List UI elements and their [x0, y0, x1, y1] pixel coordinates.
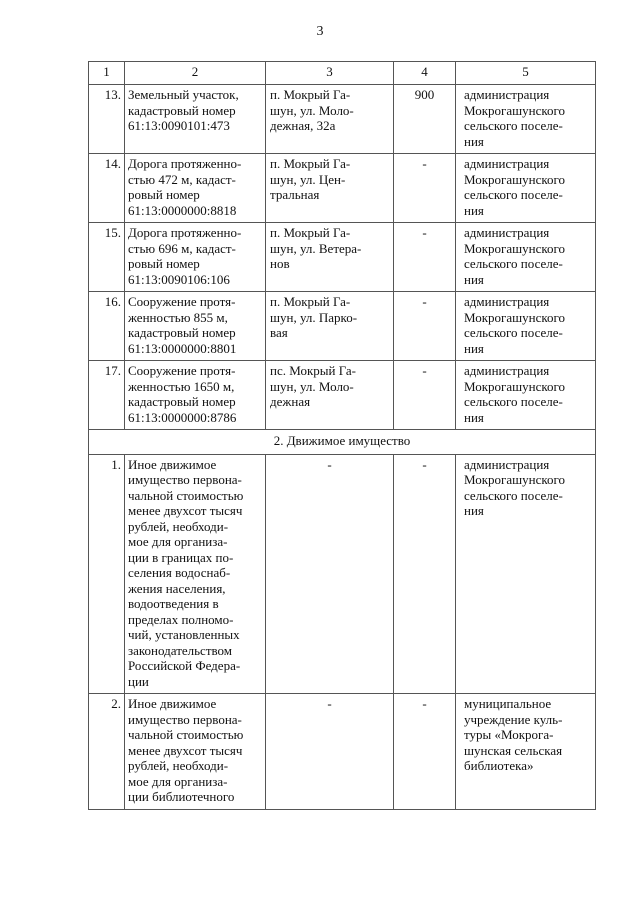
page-number: 3 [316, 24, 324, 39]
object-area: 900 [394, 85, 456, 154]
object-area: - [394, 223, 456, 292]
table-row [89, 292, 596, 361]
object-holder: администрация Мокрогашунского сельского поселе- ния [456, 154, 596, 223]
object-address: п. Мокрый Га- шун, ул. Парко- вая [266, 292, 394, 361]
object-name: Дорога протяженно- стью 472 м, кадаст- ровый номер 61:13:0000000:8818 [125, 154, 266, 223]
table-row [89, 154, 596, 223]
object-area: - [394, 454, 456, 694]
row-number: 1. [89, 454, 125, 694]
property-registry-table [88, 61, 596, 810]
table-row [89, 85, 596, 154]
table-row [89, 694, 596, 810]
object-name: Иное движимое имущество первона- чальной стоимостью менее двухсот тысяч рублей, необходи- мое для организа- ции библиотечного [125, 694, 266, 810]
object-area: - [394, 361, 456, 430]
row-number: 14. [89, 154, 125, 223]
object-area: - [394, 694, 456, 810]
header-col-4: 4 [394, 62, 456, 85]
header-col-3: 3 [266, 62, 394, 85]
table-row [89, 361, 596, 430]
object-holder: администрация Мокрогашунского сельского поселе- ния [456, 454, 596, 694]
object-area: - [394, 154, 456, 223]
object-address: п. Мокрый Га- шун, ул. Цен- тральная [266, 154, 394, 223]
object-holder: администрация Мокрогашунского сельского поселе- ния [456, 85, 596, 154]
object-holder: администрация Мокрогашунского сельского поселе- ния [456, 361, 596, 430]
header-col-5: 5 [456, 62, 596, 85]
section-row [89, 430, 596, 455]
section-title: 2. Движимое имущество [89, 430, 596, 455]
object-holder: муниципальное учреждение куль- туры «Мокрога- шунская сельская библиотека» [456, 694, 596, 810]
header-col-2: 2 [125, 62, 266, 85]
object-name: Земельный участок, кадастровый номер 61:13:0090101:473 [125, 85, 266, 154]
table-row [89, 454, 596, 694]
object-address: - [266, 454, 394, 694]
object-name: Иное движимое имущество первона- чальной стоимостью менее двухсот тысяч рублей, необходи- мое для организа- ции в границах по- селения водоснаб- жения населения, водоотведения в пределах полномо- чий, установленных законодательством Российской Федера- ции [125, 454, 266, 694]
object-area: - [394, 292, 456, 361]
object-holder: администрация Мокрогашунского сельского поселе- ния [456, 292, 596, 361]
object-address: пс. Мокрый Га- шун, ул. Моло- дежная [266, 361, 394, 430]
object-address: п. Мокрый Га- шун, ул. Моло- дежная, 32а [266, 85, 394, 154]
row-number: 16. [89, 292, 125, 361]
row-number: 2. [89, 694, 125, 810]
table-row [89, 223, 596, 292]
object-name: Сооружение протя- женностью 855 м, кадастровый номер 61:13:0000000:8801 [125, 292, 266, 361]
object-name: Сооружение протя- женностью 1650 м, кадастровый номер 61:13:0000000:8786 [125, 361, 266, 430]
table-header-row [89, 62, 596, 85]
header-col-1: 1 [89, 62, 125, 85]
object-name: Дорога протяженно- стью 696 м, кадаст- ровый номер 61:13:0090106:106 [125, 223, 266, 292]
row-number: 17. [89, 361, 125, 430]
object-address: п. Мокрый Га- шун, ул. Ветера- нов [266, 223, 394, 292]
row-number: 15. [89, 223, 125, 292]
object-holder: администрация Мокрогашунского сельского поселе- ния [456, 223, 596, 292]
object-address: - [266, 694, 394, 810]
row-number: 13. [89, 85, 125, 154]
